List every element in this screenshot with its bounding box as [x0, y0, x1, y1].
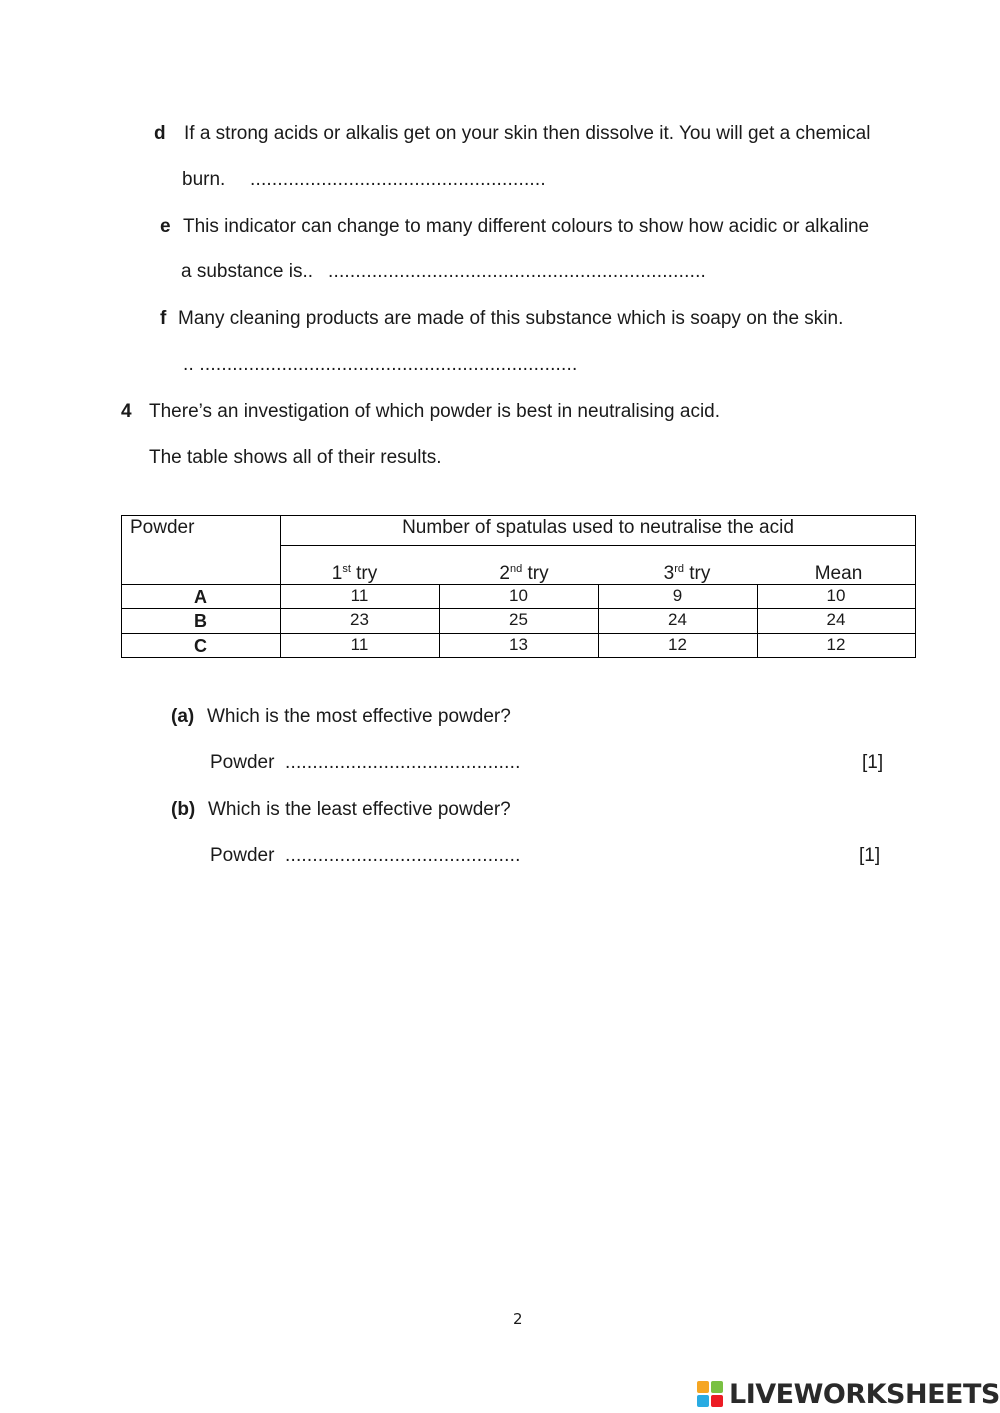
question-4-intro: There’s an investigation of which powder is best in neutralising acid.: [149, 401, 721, 422]
table-cell: 11: [350, 635, 369, 654]
table-cell: 10: [509, 586, 528, 605]
part-a-answer-line[interactable]: ...........................................: [285, 752, 521, 773]
table-cell: 13: [509, 635, 528, 654]
question-4-number: 4: [121, 401, 132, 422]
part-b-label: (b): [171, 799, 196, 820]
part-b-answer-line[interactable]: ...........................................: [285, 845, 521, 866]
table-rule: [121, 515, 916, 516]
item-f-text: Many cleaning products are made of this substance which is soapy on the skin.: [178, 308, 844, 329]
item-d-letter: d: [154, 123, 166, 144]
page-number: 2: [513, 1310, 523, 1328]
table-cell: 9: [672, 586, 683, 605]
logo-square: [711, 1381, 723, 1393]
logo-square: [697, 1381, 709, 1393]
part-a-question: Which is the most effective powder?: [207, 706, 511, 727]
table-rule: [121, 657, 916, 658]
logo-text: LIVEWORKSHEETS: [729, 1378, 1000, 1410]
table-row-powder: C: [194, 636, 207, 656]
part-a-marks: [1]: [862, 752, 884, 773]
item-d-text-line1: If a strong acids or alkalis get on your skin then dissolve it. You will get a chemical: [184, 123, 871, 144]
question-4-intro2: The table shows all of their results.: [149, 447, 442, 468]
table-cell: 23: [350, 610, 369, 629]
part-a-label: (a): [171, 706, 195, 727]
item-e-letter: e: [160, 216, 171, 237]
item-f-answer-line[interactable]: .. .....................................................................: [183, 354, 578, 375]
table-header-try-2: 2nd try: [499, 563, 549, 584]
item-d-answer-line[interactable]: ......................................................: [250, 169, 546, 190]
table-row-powder: A: [194, 587, 207, 607]
part-b-question: Which is the least effective powder?: [208, 799, 511, 820]
table-header-mean: Mean: [814, 563, 863, 584]
part-b-marks: [1]: [859, 845, 881, 866]
part-b-answer-label: Powder: [210, 845, 275, 866]
table-rule: [915, 515, 916, 658]
item-e-text-line1: This indicator can change to many different colours to show how acidic or alkaline: [183, 216, 870, 237]
logo-square: [711, 1395, 723, 1407]
table-cell: 25: [509, 610, 528, 629]
table-cell: 12: [826, 635, 846, 654]
table-header-try-1: 1st try: [331, 563, 378, 584]
item-f-letter: f: [160, 308, 167, 329]
logo-mark-icon: [697, 1381, 723, 1407]
table-cell: 10: [826, 586, 846, 605]
item-e-answer-line[interactable]: .....................................................................: [328, 261, 707, 282]
table-header-powder: Powder: [130, 517, 195, 538]
logo-square: [697, 1395, 709, 1407]
table-cell: 24: [668, 610, 687, 629]
part-a-answer-label: Powder: [210, 752, 275, 773]
table-cell: 11: [350, 586, 369, 605]
item-e-text-line2: a substance is..: [181, 261, 314, 282]
liveworksheets-logo[interactable]: [697, 1378, 1000, 1410]
table-cell: 24: [826, 610, 846, 629]
results-table: [121, 515, 916, 658]
item-d-text-line2: burn.: [182, 169, 226, 190]
table-header-span: Number of spatulas used to neutralise the acid: [402, 517, 794, 538]
table-header-try-3: 3rd try: [663, 563, 711, 584]
table-cell: 12: [668, 635, 687, 654]
table-rule: [280, 545, 916, 546]
table-row-powder: B: [194, 611, 207, 631]
